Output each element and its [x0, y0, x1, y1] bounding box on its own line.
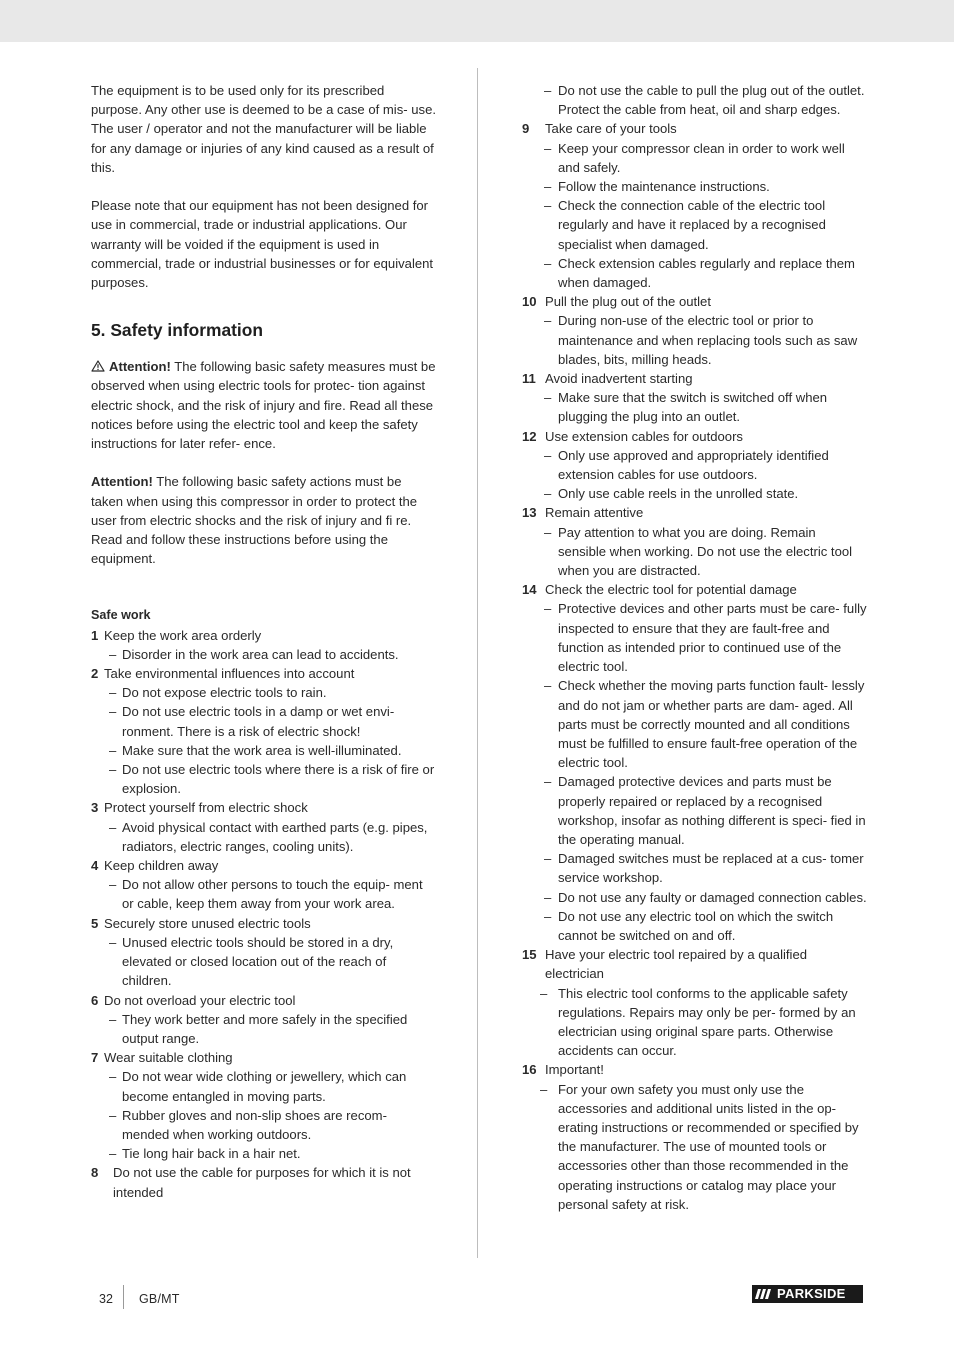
item-text: Keep children away — [104, 858, 219, 874]
bullet-item — [522, 139, 867, 177]
bullet-text: Do not use any faulty or damaged connection cables. — [558, 889, 867, 905]
bullet-text: Make sure that the switch is switched off when plugging the plug into an outlet. — [558, 390, 828, 425]
bullet-item — [91, 1067, 436, 1105]
bullet-item — [91, 702, 436, 740]
bullet-dash: – — [109, 742, 117, 758]
bullet-dash: – — [544, 447, 552, 463]
bullet-dash: – — [544, 390, 552, 406]
bullet-text: During non-use of the electric tool or prior to maintenance and when replacing tools such as saw blades, bits, milling heads. — [558, 313, 858, 367]
bullet-dash: – — [109, 934, 117, 950]
bullet-item — [522, 254, 867, 292]
bullet-text: Pay attention to what you are doing. Remain sensible when working. Do not use the electric tool when you are distracted. — [558, 524, 853, 579]
attention-paragraph-1 — [91, 357, 436, 453]
item-number: 16 — [522, 1062, 537, 1078]
list-item — [522, 1060, 867, 1079]
list-item — [91, 1048, 436, 1067]
bullet-item — [91, 933, 436, 991]
bullet-dash: – — [109, 704, 117, 720]
item-number: 5 — [91, 915, 99, 931]
attention-label: Attention! — [109, 359, 171, 375]
column-divider — [477, 68, 478, 1258]
bullet-dash: – — [109, 685, 117, 701]
right-column — [522, 81, 867, 1214]
usage-paragraph: The equipment is to be used only for its prescribed purpose. Any other use is deemed to be a case of mis- use. The user / operator and not the manufacturer will be liable for any damage or injuries of any kind caused as a result of this. — [91, 83, 436, 175]
item-text: Check the electric tool for potential damage — [545, 582, 797, 598]
bullet-text: Do not wear wide clothing or jewellery, which can become entangled in moving parts. — [122, 1069, 407, 1104]
bullet-item — [522, 81, 867, 119]
item-number: 12 — [522, 428, 537, 444]
item-text: Wear suitable clothing — [104, 1050, 233, 1066]
item-number: 4 — [91, 858, 99, 874]
bullet-dash: – — [544, 255, 552, 271]
bullet-text: This electric tool conforms to the applicable safety regulations. Repairs may only be per- formed by an electrician using original spare parts. Otherwise accidents can occur. — [558, 985, 856, 1059]
footer-divider — [123, 1285, 124, 1309]
bullet-text: Do not use electric tools where there is a risk of fire or explosion. — [122, 762, 435, 797]
bullet-text: Check extension cables regularly and replace them when damaged. — [558, 255, 855, 291]
bullet-item — [522, 599, 867, 676]
list-item — [91, 664, 436, 683]
attention-text: The following basic safety actions must be taken when using this compressor in order to protect the user from electric shocks and the risk of injury and fi re. Read and follow these instructions before using the equipment. — [91, 474, 418, 567]
bullet-item — [91, 741, 436, 760]
page-footer — [0, 1288, 954, 1312]
logo-stripes-icon — [752, 1285, 776, 1303]
attention-paragraph-2 — [91, 472, 436, 568]
list-item — [522, 427, 867, 446]
bullet-dash: – — [109, 762, 117, 778]
region-code: GB/MT — [139, 1292, 180, 1306]
list-item — [91, 1163, 436, 1201]
bullet-dash: – — [544, 198, 552, 214]
bullet-text: Do not allow other persons to touch the equip- ment or cable, keep them away from your work area. — [122, 877, 423, 912]
bullet-text: Do not expose electric tools to rain. — [122, 685, 327, 701]
bullet-text: Do not use electric tools in a damp or wet envi- ronment. There is a risk of electric shock! — [122, 704, 395, 739]
bullet-item — [522, 888, 867, 907]
list-item — [91, 991, 436, 1010]
item-number: 14 — [522, 582, 537, 598]
bullet-text: Check whether the moving parts function fault- lessly and do not jam or whether parts are dam- aged. All parts must be correctly mounted and all conditions must be fulfilled to ensure fault-free operation of the electric tool. — [558, 678, 865, 771]
item-text: Keep the work area orderly — [104, 627, 262, 643]
item-number: 6 — [91, 992, 99, 1008]
bullet-item — [91, 1144, 436, 1163]
brand-logo — [752, 1285, 863, 1303]
item-text: Do not use the cable for purposes for which it is not intended — [113, 1165, 411, 1200]
item-text: Protect yourself from electric shock — [104, 800, 308, 816]
bullet-text: Check the connection cable of the electric tool regularly and have it replaced by a recognised specialist when damaged. — [558, 198, 826, 252]
bullet-item — [91, 645, 436, 664]
item-number: 9 — [522, 121, 530, 137]
bullet-text: Avoid physical contact with earthed parts (e.g. pipes, radiators, electric ranges, cooling units). — [122, 819, 428, 854]
bullet-dash: – — [544, 140, 552, 156]
bullet-dash: – — [109, 1069, 117, 1085]
bullet-dash: – — [109, 646, 117, 662]
bullet-item — [91, 1010, 436, 1048]
bullet-dash: – — [544, 889, 552, 905]
item-text: Pull the plug out of the outlet — [545, 294, 711, 310]
list-item — [522, 945, 867, 983]
bullet-item — [91, 875, 436, 913]
bullet-item — [522, 196, 867, 254]
left-column — [91, 81, 436, 1202]
attention-text: The following basic safety measures must be observed when using electric tools for protec- tion against electric shock, and the risk of injury and fire. Read all these notices before using the electric tool and keep the safety instructions for later refer- ence. — [91, 359, 436, 452]
attention-label: Attention! — [91, 474, 153, 490]
bullet-text: Follow the maintenance instructions. — [558, 179, 770, 195]
section-title: 5. Safety information — [91, 320, 264, 341]
bullet-dash: – — [544, 774, 552, 790]
bullet-item — [522, 849, 867, 887]
bullet-item — [522, 484, 867, 503]
list-item — [522, 292, 867, 311]
bullet-dash: – — [109, 819, 117, 835]
bullet-dash: – — [109, 1011, 117, 1027]
bullet-item — [522, 772, 867, 849]
bullet-text: Make sure that the work area is well-illuminated. — [122, 742, 402, 758]
list-item — [91, 626, 436, 645]
bullet-text: Do not use the cable to pull the plug out of the outlet. Protect the cable from heat, oil and sharp edges. — [558, 83, 865, 118]
item-text: Take environmental influences into account — [104, 666, 355, 682]
item-number: 13 — [522, 505, 537, 521]
bullet-text: Protective devices and other parts must be care- fully inspected to ensure that they are fault-free and function as intended prior to continued use of the electric tool. — [558, 601, 867, 675]
bullet-dash: – — [544, 83, 552, 98]
bullet-dash: – — [544, 313, 552, 329]
brand-name: PARKSIDE — [777, 1286, 846, 1301]
bullet-item — [522, 984, 867, 1061]
bullet-text: Unused electric tools should be stored in a dry, elevated or closed location out of the reach of children. — [122, 934, 394, 989]
bullet-text: Do not use any electric tool on which the switch cannot be switched on and off. — [558, 908, 834, 943]
bullet-dash: – — [544, 851, 552, 867]
bullet-item — [522, 311, 867, 369]
list-item — [522, 503, 867, 522]
item-text: Use extension cables for outdoors — [545, 428, 743, 444]
list-item — [91, 798, 436, 817]
bullet-item — [522, 177, 867, 196]
safe-work-heading: Safe work — [91, 608, 151, 623]
bullet-dash: – — [544, 678, 552, 694]
bullet-text: Damaged protective devices and parts must be properly repaired or replaced by a recognised workshop, insofar as nothing different is speci- fied in the operating manual. — [558, 774, 866, 847]
bullet-item — [91, 683, 436, 702]
bullet-text: Disorder in the work area can lead to accidents. — [122, 646, 399, 662]
item-number: 3 — [91, 800, 99, 816]
bullet-dash: – — [109, 877, 117, 893]
list-item — [91, 856, 436, 875]
bullet-item — [522, 388, 867, 426]
safety-list-continued — [522, 119, 867, 1214]
bullet-dash: – — [540, 985, 548, 1001]
bullet-item — [522, 523, 867, 581]
item-number: 1 — [91, 627, 99, 643]
bullet-item — [522, 907, 867, 945]
bullet-dash: – — [544, 179, 552, 195]
bullet-dash: – — [109, 1146, 117, 1162]
bullet-dash: – — [540, 1081, 548, 1097]
item-number: 15 — [522, 947, 537, 963]
item-text: Remain attentive — [545, 505, 644, 521]
bullet-text: They work better and more safely in the specified output range. — [122, 1011, 408, 1046]
bullet-text: Damaged switches must be replaced at a cus- tomer service workshop. — [558, 851, 864, 886]
bullet-dash: – — [544, 486, 552, 502]
bullet-item — [91, 1106, 436, 1144]
item-text: Avoid inadvertent starting — [545, 371, 693, 387]
bullet-item — [91, 760, 436, 798]
bullet-item — [522, 446, 867, 484]
page-number: 32 — [99, 1292, 113, 1306]
list-item — [522, 119, 867, 138]
bullet-dash: – — [544, 601, 552, 617]
item-number: 10 — [522, 294, 537, 310]
item-number: 8 — [91, 1165, 99, 1181]
list-item — [522, 580, 867, 599]
bullet-dash: – — [544, 524, 552, 540]
item-number: 11 — [522, 371, 536, 387]
bullet-item — [522, 676, 867, 772]
bullet-text: Rubber gloves and non-slip shoes are recom- mended when working outdoors. — [122, 1107, 387, 1142]
list-item — [522, 369, 867, 388]
item-text: Have your electric tool repaired by a qualified electrician — [545, 947, 808, 982]
warranty-paragraph: Please note that our equipment has not been designed for use in commercial, trade or industrial applications. Our warranty will be voided if the equipment is used in commercial, trade or industrial businesses or for equivalent purposes. — [91, 198, 434, 291]
bullet-item — [522, 1080, 867, 1214]
item-text: Take care of your tools — [545, 121, 677, 137]
bullet-dash: – — [109, 1107, 117, 1123]
warning-triangle-icon — [91, 360, 105, 372]
list-item — [91, 914, 436, 933]
continued-bullets — [522, 81, 867, 119]
bullet-item — [91, 818, 436, 856]
top-header-bar — [0, 0, 954, 42]
item-text: Important! — [545, 1062, 604, 1078]
bullet-text: For your own safety you must only use the accessories and additional units listed in the op- erating instructions or recommended or specified by the manufacturer. The use of mounted tools or accessories other than those recommended in the operating instructions or catalog may place your personal safety at risk. — [558, 1081, 859, 1212]
item-text: Do not overload your electric tool — [104, 992, 296, 1008]
bullet-text: Only use approved and appropriately identified extension cables for use outdoors. — [558, 447, 829, 483]
bullet-dash: – — [544, 908, 552, 924]
item-text: Securely store unused electric tools — [104, 915, 311, 931]
item-number: 2 — [91, 666, 99, 682]
safe-work-list — [91, 626, 436, 1202]
bullet-text: Tie long hair back in a hair net. — [122, 1146, 301, 1162]
bullet-text: Only use cable reels in the unrolled state. — [558, 486, 799, 502]
item-number: 7 — [91, 1050, 99, 1066]
bullet-text: Keep your compressor clean in order to work well and safely. — [558, 140, 845, 175]
